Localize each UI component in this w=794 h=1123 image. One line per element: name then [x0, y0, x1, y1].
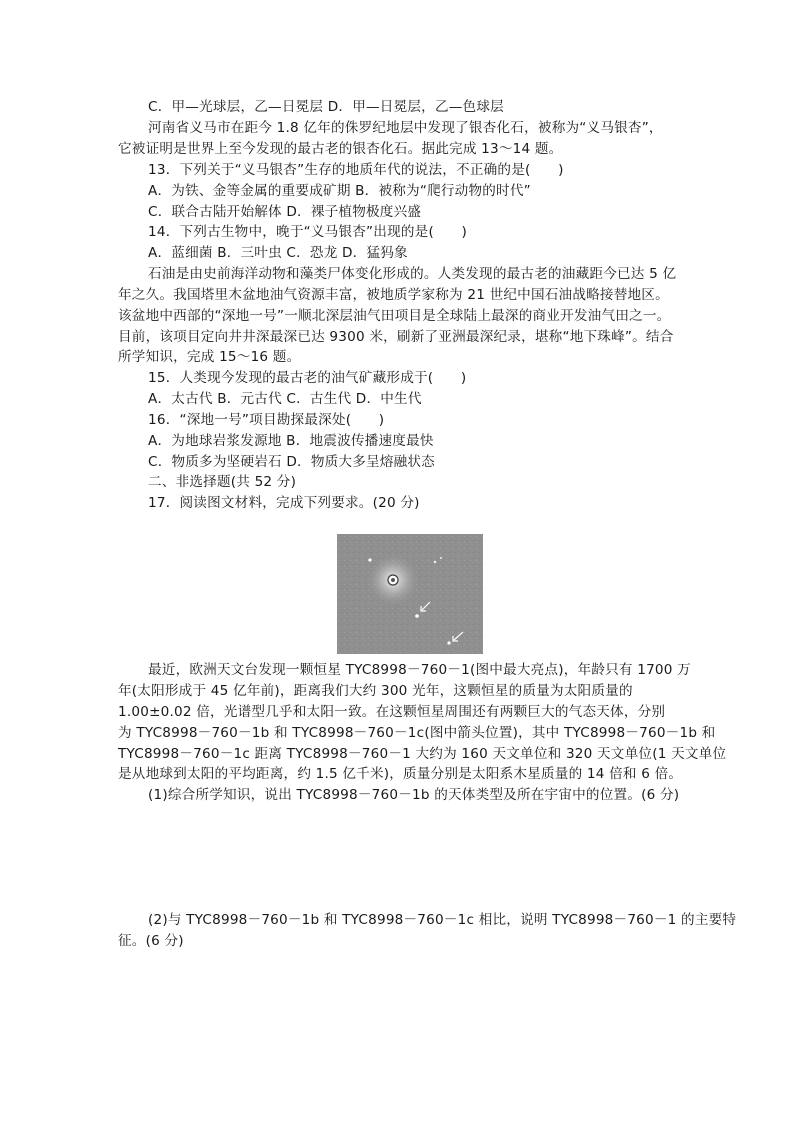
passage-yima-ginkgo-line-1: 河南省义马市在距今 1.8 亿年的侏罗纪地层中发现了银杏化石，被称为“义马银杏”， — [148, 120, 663, 136]
passage-oil-line-1: 石油是由史前海洋动物和藻类尸体变化形成的。人类发现的最古老的油藏距今已达 5 亿 — [148, 266, 677, 282]
question-17: 17．阅读图文材料，完成下列要求。(20 分) — [148, 495, 420, 511]
question-17-1: (1)综合所学知识，说出 TYC8998－760－1b 的天体类型及所在宇宙中的位置。(6 分) — [148, 787, 680, 803]
passage-star-line-3: 1.00±0.02 倍，光谱型几乎和太阳一致。在这颗恒星周围还有两颗巨大的气态天体，分别 — [118, 704, 666, 720]
question-13-options-cd: C．联合古陆开始解体 D．裸子植物极度兴盛 — [148, 204, 422, 220]
star-system-photo — [337, 534, 483, 654]
passage-oil-line-2: 年之久。我国塔里木盆地油气资源丰富，被地质学家称为 21 世纪中国石油战略接替地区。 — [118, 287, 669, 303]
passage-oil-line-5: 所学知识，完成 15～16 题。 — [118, 349, 301, 365]
question-16-options-ab: A．为地球岩浆发源地 B．地震波传播速度最快 — [148, 433, 434, 449]
passage-oil-line-4: 目前，该项目定向井井深最深已达 9300 米，刷新了亚洲最深纪录，堪称“地下珠峰”。结合 — [118, 329, 674, 345]
passage-star-line-5: TYC8998－760－1c 距离 TYC8998－760－1 大约为 160 天文单位和 320 天文单位(1 天文单位 — [118, 746, 727, 762]
passage-star-line-1: 最近，欧洲天文台发现一颗恒星 TYC8998－760－1(图中最大亮点)，年龄只有 1700 万 — [148, 662, 691, 678]
question-16: 16．“深地一号”项目勘探最深处( ) — [148, 412, 385, 428]
question-14-options: A．蓝细菌 B．三叶虫 C．恐龙 D．猛犸象 — [148, 245, 408, 261]
passage-yima-ginkgo-line-2: 它被证明是世界上至今发现的最古老的银杏化石。据此完成 13～14 题。 — [118, 141, 563, 157]
passage-star-line-2: 年(太阳形成于 45 亿年前)，距离我们大约 300 光年，这颗恒星的质量为太阳质量的 — [118, 683, 633, 699]
planet-c-point — [447, 641, 450, 644]
planet-b-point — [415, 614, 419, 618]
passage-oil-line-3: 该盆地中西部的“深地一号”一顺北深层油气田项目是全球陆上最深的商业开发油气田之一。 — [118, 308, 671, 324]
question-13-options-ab: A．为铁、金等金属的重要成矿期 B．被称为“爬行动物的时代” — [148, 183, 531, 199]
background-star — [434, 561, 436, 563]
background-star — [440, 557, 442, 559]
question-16-options-cd: C．物质多为坚硬岩石 D．物质大多呈熔融状态 — [148, 454, 435, 470]
question-13: 13．下列关于“义马银杏”生存的地质年代的说法，不正确的是( ) — [148, 162, 564, 178]
question-14: 14．下列古生物中，晚于“义马银杏”出现的是( ) — [148, 224, 468, 240]
section-heading-non-choice: 二、非选择题(共 52 分) — [148, 474, 297, 490]
star-field-image — [337, 534, 483, 654]
question-15-options: A．太古代 B．元古代 C．古生代 D．中生代 — [148, 391, 422, 407]
passage-star-line-4: 为 TYC8998－760－1b 和 TYC8998－760－1c(图中箭头位置)，其中 TYC8998－760－1b 和 — [118, 725, 716, 741]
question-15: 15．人类现今发现的最古老的油气矿藏形成于( ) — [148, 370, 467, 386]
passage-star-line-6: 是从地球到太阳的平均距离，约 1.5 亿千米)，质量分别是太阳系木星质量的 14 倍和 6 倍。 — [118, 766, 683, 782]
background-star — [368, 558, 371, 561]
question-17-2-line-2: 征。(6 分) — [118, 933, 184, 949]
host-star-core — [391, 578, 395, 582]
question-17-2-line-1: (2)与 TYC8998－760－1b 和 TYC8998－760－1c 相比，说明 TYC8998－760－1 的主要特 — [148, 912, 737, 928]
option-line-c-d-prev: C．甲—光球层，乙—日冕层 D．甲—日冕层，乙—色球层 — [148, 99, 504, 115]
